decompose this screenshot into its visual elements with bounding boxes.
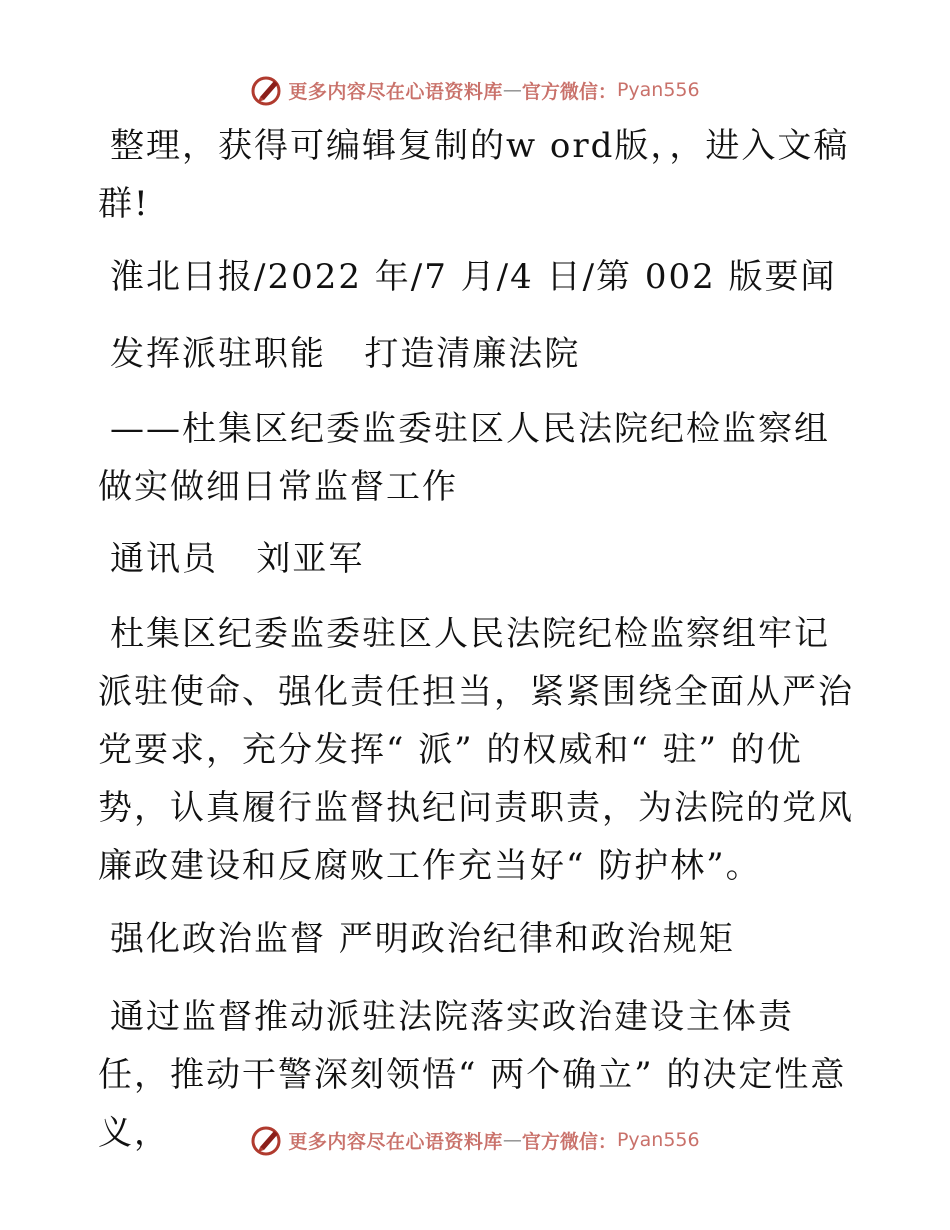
paragraph-intro: [98, 117, 858, 233]
pen-logo-icon: [250, 1123, 284, 1157]
body-text-1: 杜集区纪委监委驻区人民法院纪检监察组牢记派驻使命、强化责任担当，紧紧围绕全面从严治党要求，充分发挥“ 派” 的权威和“ 驻” 的优势，认真履行监督执纪问责职责，为法院的党风廉政建设和反腐败工作充当好“ 防护林”。: [98, 614, 854, 886]
subtitle-text: ——杜集区纪委监委驻区人民法院纪检监察组做实做细日常监督工作: [98, 409, 830, 507]
title-text: 发挥派驻职能 打造清廉法院: [110, 334, 581, 374]
watermark-dash: —: [502, 1129, 522, 1151]
article-title: [98, 325, 858, 383]
watermark-header: [0, 70, 950, 110]
paragraph-source: [98, 248, 858, 306]
watermark-text: 更多内容尽在心语资料库: [288, 1130, 503, 1153]
watermark-footer: [0, 1120, 950, 1160]
pen-logo-icon: [250, 73, 284, 107]
watermark-label: 官方微信：: [521, 1130, 617, 1153]
paragraph-body-1: [98, 605, 858, 895]
watermark-label: 官方微信：: [521, 80, 617, 103]
watermark-id: Pyan556: [616, 79, 700, 101]
byline-text: 通讯员 刘亚军: [110, 539, 365, 579]
article-byline: [98, 530, 858, 588]
section-heading: [98, 910, 858, 968]
paragraph-text: 整理，获得可编辑复制的w ord版，，进入文稿群!: [98, 126, 850, 224]
watermark-id: Pyan556: [616, 1129, 700, 1151]
source-line: 淮北日报/2022 年/7 月/4 日/第 002 版要闻: [110, 257, 837, 297]
article-subtitle: [98, 400, 858, 516]
watermark-text: 更多内容尽在心语资料库: [288, 80, 503, 103]
body-text-2: 通过监督推动派驻法院落实政治建设主体责任，推动干警深刻领悟“ 两个确立” 的决定性意义，: [98, 997, 847, 1153]
watermark-dash: —: [502, 79, 522, 101]
section-heading-text: 强化政治监督 严明政治纪律和政治规矩: [110, 919, 735, 959]
